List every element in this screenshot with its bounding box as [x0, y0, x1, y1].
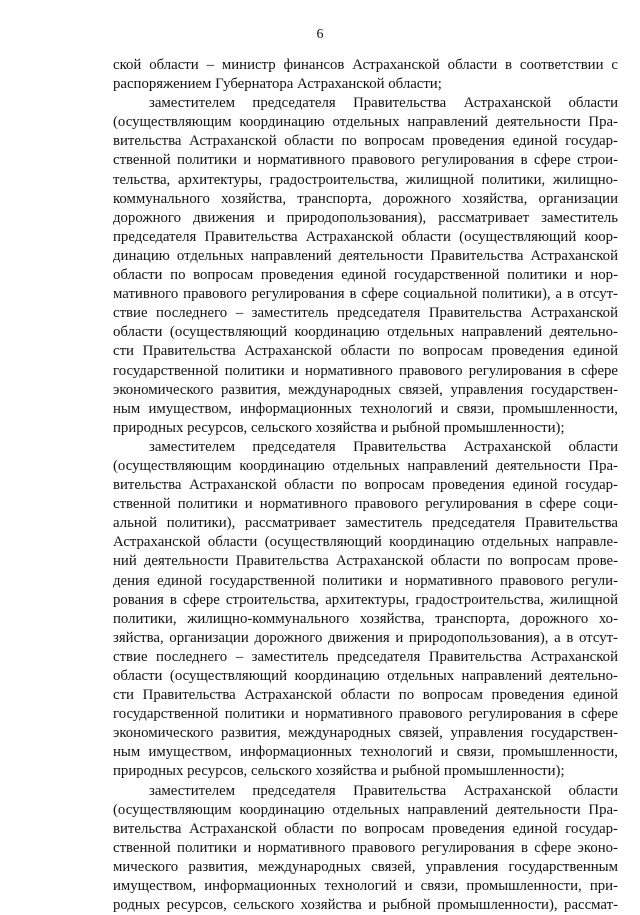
text-line: председателя Правительства Астраханской области (осуществляющий коор- [113, 228, 618, 245]
text-line: ным имуществом, информационных технологий и связи, промышленности, [113, 744, 618, 761]
document-body [113, 56, 618, 915]
text-line: дорожного движения и природопользования), рассматривает заместитель [113, 209, 618, 226]
text-line: государственной политики и нормативного правового регулирования в сфере [113, 362, 618, 379]
text-line: вительства Астраханской области по вопросам проведения единой государ- [113, 133, 618, 150]
text-line: имуществом, информационных технологий и связи, промышленности, при- [113, 878, 618, 895]
text-line: заместителем председателя Правительства Астраханской области [149, 95, 618, 112]
text-line: сти Правительства Астраханской области по вопросам проведения единой [113, 687, 618, 704]
text-line: ний деятельности Правительства Астраханской области по вопросам прове- [113, 553, 618, 570]
text-line: вительства Астраханской области по вопросам проведения единой государ- [113, 820, 618, 837]
text-line: дения единой государственной политики и нормативного правового регули- [113, 572, 618, 589]
text-line: тельства, архитектуры, градостроительства, жилищной политики, жилищно- [113, 171, 618, 188]
text-line: распоряжением Губернатора Астраханской области; [113, 76, 442, 93]
text-line: области (осуществляющий координацию отдельных направлений деятельно- [113, 668, 618, 684]
text-line: сти Правительства Астраханской области по вопросам проведения единой [113, 343, 618, 360]
text-line: государственной политики и нормативного правового регулирования в сфере [113, 706, 618, 723]
text-line: коммунального хозяйства, транспорта, дорожного хозяйства, организации [113, 190, 618, 207]
text-line: ственной политики и нормативного правового регулирования в сфере эконо- [113, 839, 618, 856]
text-line: ным имуществом, информационных технологий и связи, промышленности, [113, 400, 618, 417]
text-line: природных ресурсов, сельского хозяйства и рыбной промышленности); [113, 419, 565, 436]
text-line: ской области – министр финансов Астраханской области в соответствии с [113, 57, 618, 73]
text-line: мативного правового регулирования в сфере социальной политики), а в отсут- [113, 286, 618, 303]
text-line: политики, жилищно-коммунального хозяйства, транспорта, дорожного хо- [113, 610, 618, 627]
text-line: заместителем председателя Правительства Астраханской области [149, 438, 618, 455]
text-line: Астраханской области (осуществляющий координацию отдельных направле- [113, 534, 618, 551]
text-line: динацию отдельных направлений деятельности Правительства Астраханской [113, 247, 618, 264]
text-line: (осуществляющим координацию отдельных направлений деятельности Пра- [113, 457, 618, 474]
text-line: родных ресурсов, сельского хозяйства и рыбной промышленности), рассмат- [113, 897, 618, 914]
text-line: (осуществляющим координацию отдельных направлений деятельности Пра- [113, 801, 618, 818]
text-line: области (осуществляющий координацию отдельных направлений деятельно- [113, 324, 618, 341]
text-line: ствие последнего – заместитель председателя Правительства Астраханской [113, 648, 618, 665]
text-line: ственной политики и нормативного правового регулирования в сфере строи- [113, 152, 618, 169]
text-line: природных ресурсов, сельского хозяйства и рыбной промышленности); [113, 763, 565, 780]
text-line: (осуществляющим координацию отдельных направлений деятельности Пра- [113, 114, 618, 131]
text-line: экономического развития, международных связей, управления государствен- [113, 725, 618, 742]
text-line: ствие последнего – заместитель председателя Правительства Астраханской [113, 305, 618, 322]
text-line: зяйства, организации дорожного движения и природопользования), а в отсут- [113, 629, 618, 646]
text-line: области по вопросам проведения единой государственной политики и нор- [113, 267, 618, 284]
text-line: ственной политики и нормативного правового регулирования в сфере соци- [113, 496, 618, 513]
text-line: заместителем председателя Правительства Астраханской области [149, 782, 618, 799]
text-line: альной политики), рассматривает заместитель председателя Правительства [113, 515, 618, 532]
text-line: экономического развития, международных связей, управления государствен- [113, 381, 618, 398]
text-line: мического развития, международных связей, управления государственным [113, 858, 618, 875]
page-number: 6 [316, 27, 324, 42]
text-line: вительства Астраханской области по вопросам проведения единой государ- [113, 477, 618, 494]
text-line: рования в сфере строительства, архитектуры, градостроительства, жилищной [113, 591, 618, 608]
